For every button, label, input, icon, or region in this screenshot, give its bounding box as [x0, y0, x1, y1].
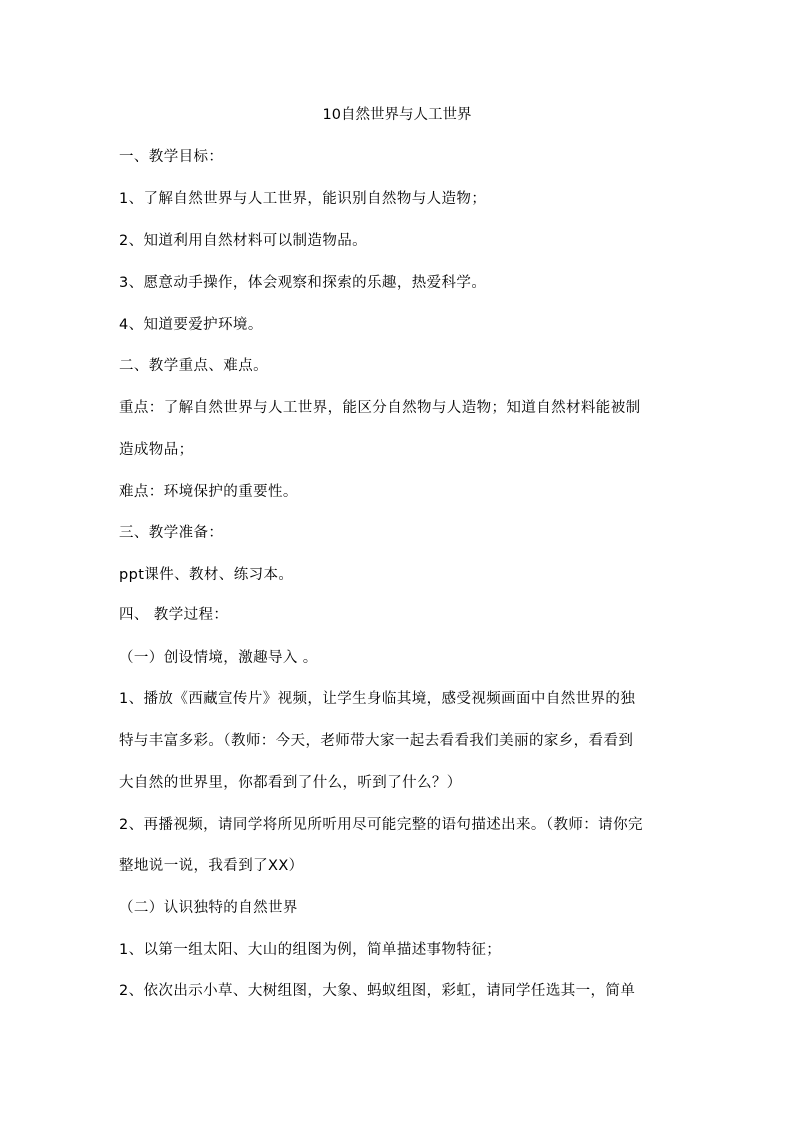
process-item-2: 2、再播视频，请同学将所见所听用尽可能完整的语句描述出来。（教师：请你完 [119, 817, 643, 833]
key-point-text-continued: 造成物品； [119, 442, 194, 458]
document-title: 10自然世界与人工世界 [322, 107, 472, 123]
process-item-2-continued: 整地说一说，我看到了XX） [119, 858, 304, 874]
process-item-1: 1、播放《西藏宣传片》视频，让学生身临其境，感受视频画面中自然世界的独 [119, 691, 636, 707]
subsection-heading-nature: （二）认识独特的自然世界 [119, 900, 298, 916]
objective-item-2: 2、知道利用自然材料可以制造物品。 [119, 233, 368, 249]
subsection-heading-intro: （一）创设情境，激趣导入 。 [119, 650, 318, 666]
section-heading-key-points: 二、教学重点、难点。 [119, 358, 268, 374]
section-heading-preparation: 三、教学准备： [119, 525, 224, 541]
process-item-1-continued: 大自然的世界里，你都看到了什么，听到了什么？） [119, 775, 462, 791]
preparation-text: ppt课件、教材、练习本。 [119, 567, 294, 583]
key-point-text: 重点：了解自然世界与人工世界，能区分自然物与人造物；知道自然材料能被制 [119, 400, 641, 416]
section-heading-objectives: 一、教学目标： [119, 149, 224, 165]
section-heading-process: 四、 教学过程： [119, 607, 229, 623]
objective-item-1: 1、了解自然世界与人工世界，能识别自然物与人造物； [119, 191, 487, 207]
process-item-1-continued: 特与丰富多彩。（教师：今天，老师带大家一起去看看我们美丽的家乡，看看到 [119, 733, 634, 749]
difficulty-text: 难点：环境保护的重要性。 [119, 484, 298, 500]
objective-item-4: 4、知道要爱护环境。 [119, 317, 263, 333]
nature-item-2: 2、依次出示小草、大树组图，大象、蚂蚁组图，彩虹，请同学任选其一，简单 [119, 983, 636, 999]
objective-item-3: 3、愿意动手操作，体会观察和探索的乐趣，热爱科学。 [119, 275, 487, 291]
nature-item-1: 1、以第一组太阳、大山的组图为例，简单描述事物特征； [119, 942, 502, 958]
